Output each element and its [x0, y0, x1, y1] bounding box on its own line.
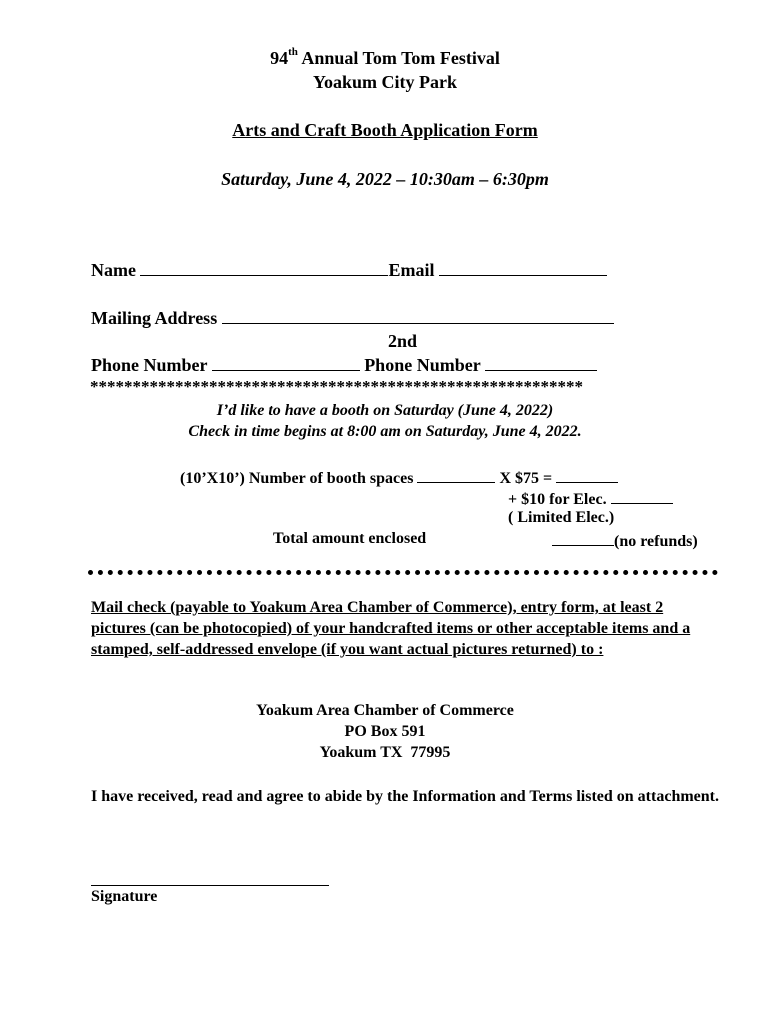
mailing-address-field[interactable]: [222, 308, 614, 324]
venue: Yoakum City Park: [312, 72, 457, 92]
agreement-text: I have received, read and agree to abide by the Information and Terms listed on attachment.: [91, 788, 719, 805]
phone-field[interactable]: [212, 355, 360, 371]
booth-request-line: I’d like to have a booth on Saturday (June 4, 2022): [216, 402, 554, 419]
mailing-address-row: [91, 308, 614, 329]
checkin-line: Check in time begins at 8:00 am on Saturday, June 4, 2022.: [188, 423, 582, 440]
festival-name: Annual Tom Tom Festival: [297, 48, 500, 68]
limited-elec-note: ( Limited Elec.): [508, 509, 615, 526]
dotted-divider: [88, 570, 718, 575]
phone2-field[interactable]: [485, 355, 597, 371]
booth-subtotal-field[interactable]: [556, 467, 618, 483]
phone-label: Phone Number: [91, 355, 208, 375]
name-label: Name: [91, 260, 136, 280]
star-separator: **********************************************************: [90, 377, 583, 396]
name-field[interactable]: [140, 260, 388, 276]
edition-number: 94: [270, 48, 289, 68]
electricity-label: + $10 for Elec.: [508, 491, 607, 508]
form-title: Arts and Craft Booth Application Form: [232, 120, 538, 140]
booth-spaces-field[interactable]: [417, 467, 495, 483]
total-field[interactable]: [552, 530, 614, 546]
booth-spaces-row: [180, 467, 618, 488]
address-org: Yoakum Area Chamber of Commerce: [256, 702, 514, 719]
festival-title: [0, 48, 770, 69]
name-field-row: [91, 260, 607, 281]
mail-instructions: Mail check (payable to Yoakum Area Chamber of Commerce), entry form, at least 2 pictures (can be photocopied) of your handcrafted items or other acceptable items and a stamped, self-addressed envelope (if you want actual pictures returned) to :: [91, 599, 691, 658]
phone-row: [91, 355, 597, 376]
signature-label: Signature: [91, 888, 158, 905]
no-refunds-note: (no refunds): [614, 533, 698, 550]
electricity-field[interactable]: [611, 488, 673, 504]
second-label: 2nd: [388, 331, 418, 351]
edition-suffix: th: [288, 46, 298, 58]
phone2-label: Phone Number: [364, 355, 481, 375]
mailing-address-label: Mailing Address: [91, 308, 218, 328]
signature-line[interactable]: [91, 885, 329, 886]
email-label: Email: [388, 260, 435, 280]
event-datetime: Saturday, June 4, 2022 – 10:30am – 6:30pm: [221, 169, 549, 189]
total-row: [552, 530, 698, 551]
address-po-box: PO Box 591: [344, 723, 426, 740]
total-label: Total amount enclosed: [273, 530, 427, 547]
price-label: X $75 =: [499, 470, 553, 487]
address-city: Yoakum TX 77995: [319, 744, 451, 761]
email-field[interactable]: [439, 260, 607, 276]
booth-spaces-label: (10’X10’) Number of booth spaces: [180, 470, 414, 487]
electricity-row: [508, 488, 673, 509]
